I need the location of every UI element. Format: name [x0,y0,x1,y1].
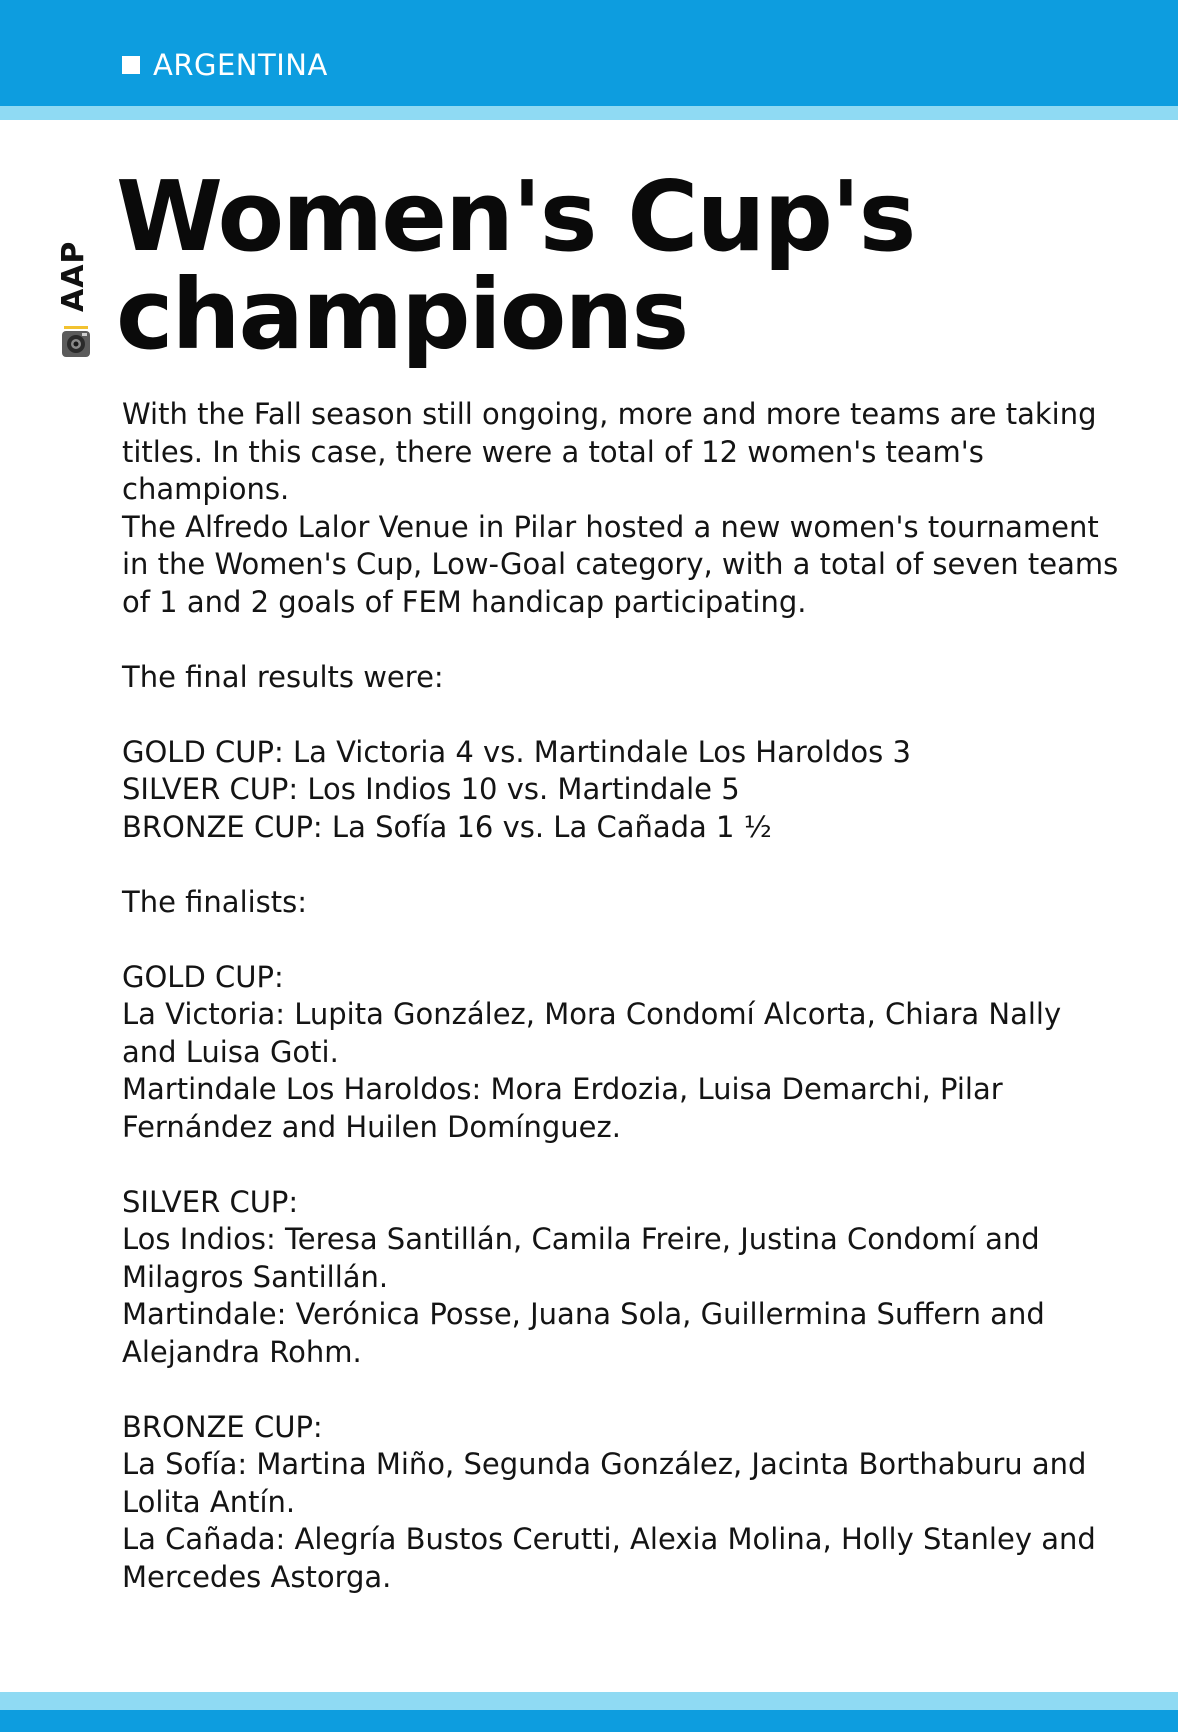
square-bullet-icon [122,56,140,74]
footer-stripe [0,1692,1178,1710]
camera-icon [58,322,94,362]
team-roster: Los Indios: Teresa Santillán, Camila Freire, Justina Condomí and Milagros Santillán. [122,1222,1040,1294]
article-body [122,396,1122,1596]
results-heading: The final results were: [122,659,444,694]
result-line: BRONZE CUP: La Sofía 16 vs. La Cañada 1 ½ [122,809,772,844]
team-roster: La Victoria: Lupita González, Mora Condomí Alcorta, Chiara Nally and Luisa Goti. [122,997,1062,1069]
intro-paragraph: With the Fall season still ongoing, more and more teams are taking titles. In this case, there were a total of 12 women's team's champions. [122,397,1097,506]
section-label: ARGENTINA [153,48,328,82]
cup-heading: SILVER CUP: [122,1184,299,1219]
header-stripe [0,106,1178,120]
article-title [116,160,1116,371]
team-roster: Martindale: Verónica Posse, Juana Sola, Guillermina Suffern and Alejandra Rohm. [122,1297,1045,1369]
finalists-heading: The finalists: [122,884,308,919]
title-line-1: Women's Cup's [116,160,915,273]
team-roster: Martindale Los Haroldos: Mora Erdozia, Luisa Demarchi, Pilar Fernández and Huilen Domínguez. [122,1072,1003,1144]
cup-heading: BRONZE CUP: [122,1409,323,1444]
footer-bar [0,1710,1178,1732]
section-tag [122,48,328,82]
team-roster: La Cañada: Alegría Bustos Cerutti, Alexia Molina, Holly Stanley and Mercedes Astorga. [122,1522,1096,1594]
result-line: SILVER CUP: Los Indios 10 vs. Martindale 5 [122,772,740,806]
intro-paragraph: The Alfredo Lalor Venue in Pilar hosted a new women's tournament in the Women's Cup, Low-Goal category, with a total of seven teams of 1 and 2 goals of FEM handicap participating. [122,509,1119,619]
result-line: GOLD CUP: La Victoria 4 vs. Martindale Los Haroldos 3 [122,734,911,769]
team-roster: La Sofía: Martina Miño, Segunda González, Jacinta Borthaburu and Lolita Antín. [122,1447,1087,1519]
title-line-2: champions [116,258,688,371]
cup-heading: GOLD CUP: [122,959,284,994]
photo-credit: AAP [56,240,91,312]
